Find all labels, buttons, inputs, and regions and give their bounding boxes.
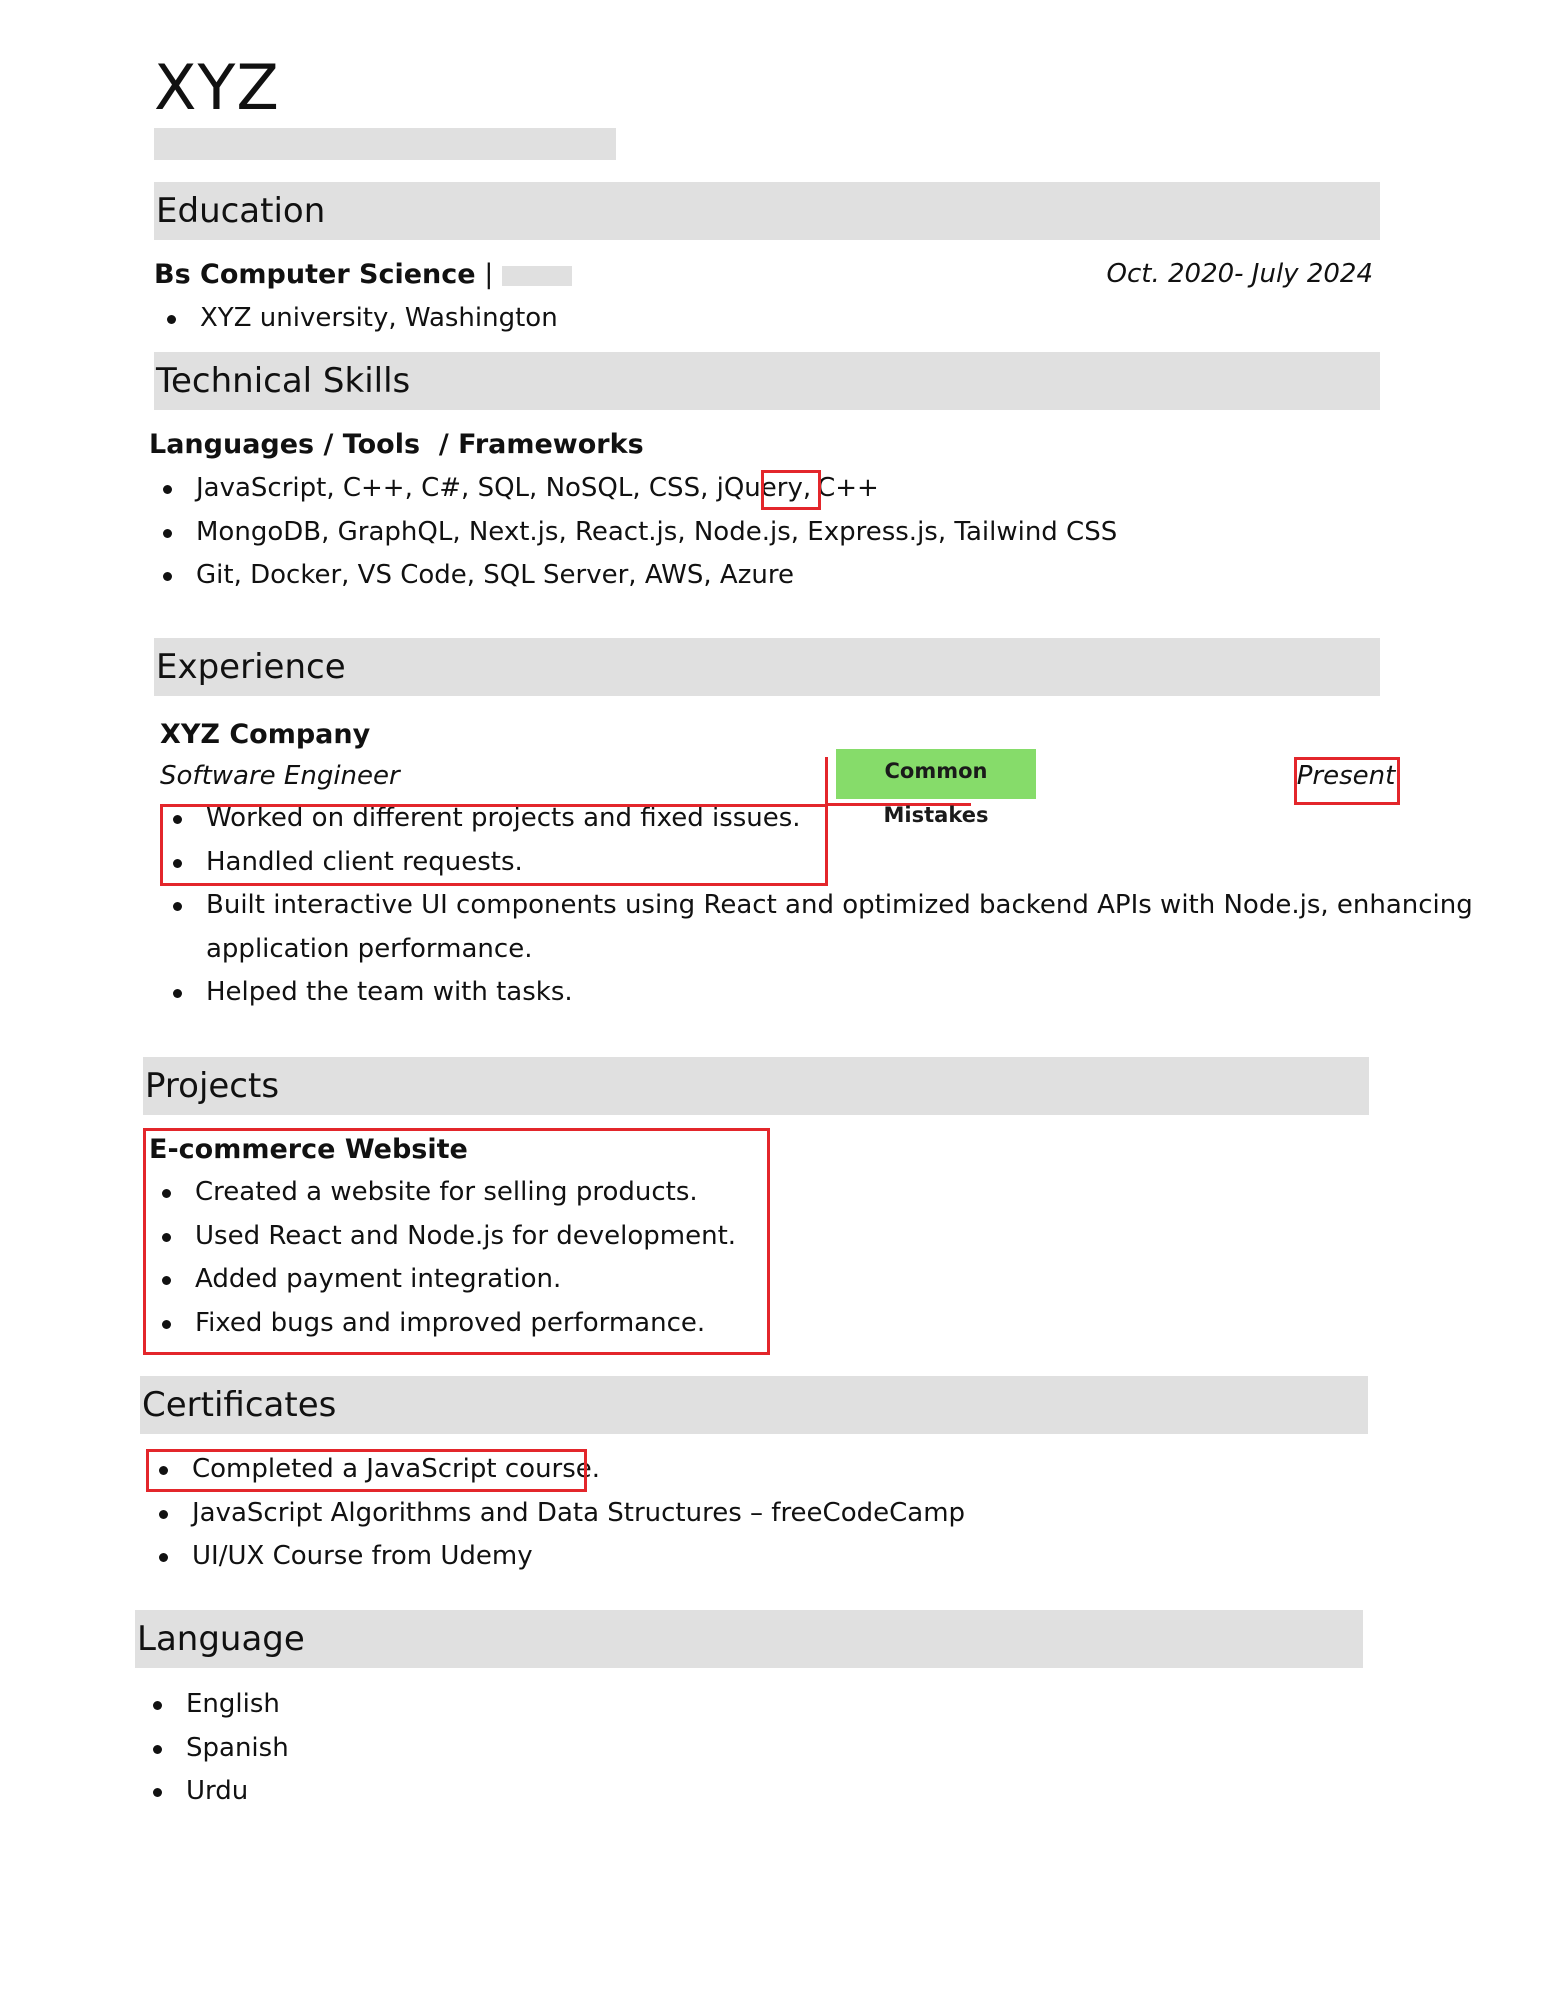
certificate-item: Completed a JavaScript course. xyxy=(146,1448,965,1492)
education-dates: Oct. 2020- July 2024 xyxy=(1106,259,1373,289)
candidate-name: XYZ xyxy=(154,51,280,124)
skills-item: MongoDB, GraphQL, Next.js, React.js, Node.js, Express.js, Tailwind CSS xyxy=(150,511,1117,555)
mistake-highlight-present xyxy=(1294,757,1400,805)
languages-list xyxy=(140,1683,289,1814)
redacted-contact-bar xyxy=(154,128,616,160)
job-period: Present xyxy=(1296,761,1396,791)
project-item: Used React and Node.js for development. xyxy=(149,1215,736,1259)
certificate-item: UI/UX Course from Udemy xyxy=(146,1535,965,1579)
project-item: Added payment integration. xyxy=(149,1258,736,1302)
skills-item: Git, Docker, VS Code, SQL Server, AWS, Azure xyxy=(150,554,1117,598)
experience-item: Built interactive UI components using React and optimized backend APIs with Node.js, enhancing xyxy=(160,884,1473,928)
experience-item: Handled client requests. xyxy=(160,841,1473,885)
experience-heading: Experience xyxy=(154,638,1380,696)
degree-line xyxy=(154,258,572,292)
mistake-highlight-project xyxy=(143,1128,770,1355)
language-item: Urdu xyxy=(140,1770,289,1814)
projects-heading: Projects xyxy=(143,1057,1369,1115)
redacted-detail xyxy=(502,266,572,286)
experience-item: Worked on different projects and fixed issues. xyxy=(160,797,1473,841)
certificates-heading: Certificates xyxy=(140,1376,1368,1434)
language-heading: Language xyxy=(135,1610,1363,1668)
skills-heading: Technical Skills xyxy=(154,352,1380,410)
degree-title: Bs Computer Science xyxy=(154,259,476,290)
skills-item xyxy=(150,467,1117,511)
annotation-connector-vertical xyxy=(825,757,828,805)
education-heading: Education xyxy=(154,182,1380,240)
education-list xyxy=(154,297,558,341)
mistake-highlight-vague-bullets xyxy=(160,804,828,886)
job-role: Software Engineer xyxy=(160,761,400,791)
experience-item: Helped the team with tasks. xyxy=(160,971,1473,1015)
common-mistakes-label: Common Mistakes xyxy=(836,749,1036,799)
project-name: E-commerce Website xyxy=(149,1134,468,1165)
skills-line1-text: JavaScript, C++, C#, SQL, NoSQL, CSS, jQuery, xyxy=(196,473,812,503)
project-item: Fixed bugs and improved performance. xyxy=(149,1302,736,1346)
skills-duplicate-term: C++ xyxy=(817,473,879,503)
project-item: Created a website for selling products. xyxy=(149,1171,736,1215)
language-item: Spanish xyxy=(140,1727,289,1771)
company-name: XYZ Company xyxy=(160,719,371,750)
skills-subtitle: Languages / Tools / Frameworks xyxy=(149,429,644,460)
skills-list xyxy=(150,467,1117,598)
mistake-highlight-duplicate-skill xyxy=(761,470,821,510)
language-item: English xyxy=(140,1683,289,1727)
degree-separator: | xyxy=(484,259,494,290)
certificate-item: JavaScript Algorithms and Data Structures – freeCodeCamp xyxy=(146,1492,965,1536)
education-item: XYZ university, Washington xyxy=(154,297,558,341)
experience-item-continuation: application performance. xyxy=(206,933,533,964)
mistake-highlight-certificate xyxy=(146,1449,587,1492)
